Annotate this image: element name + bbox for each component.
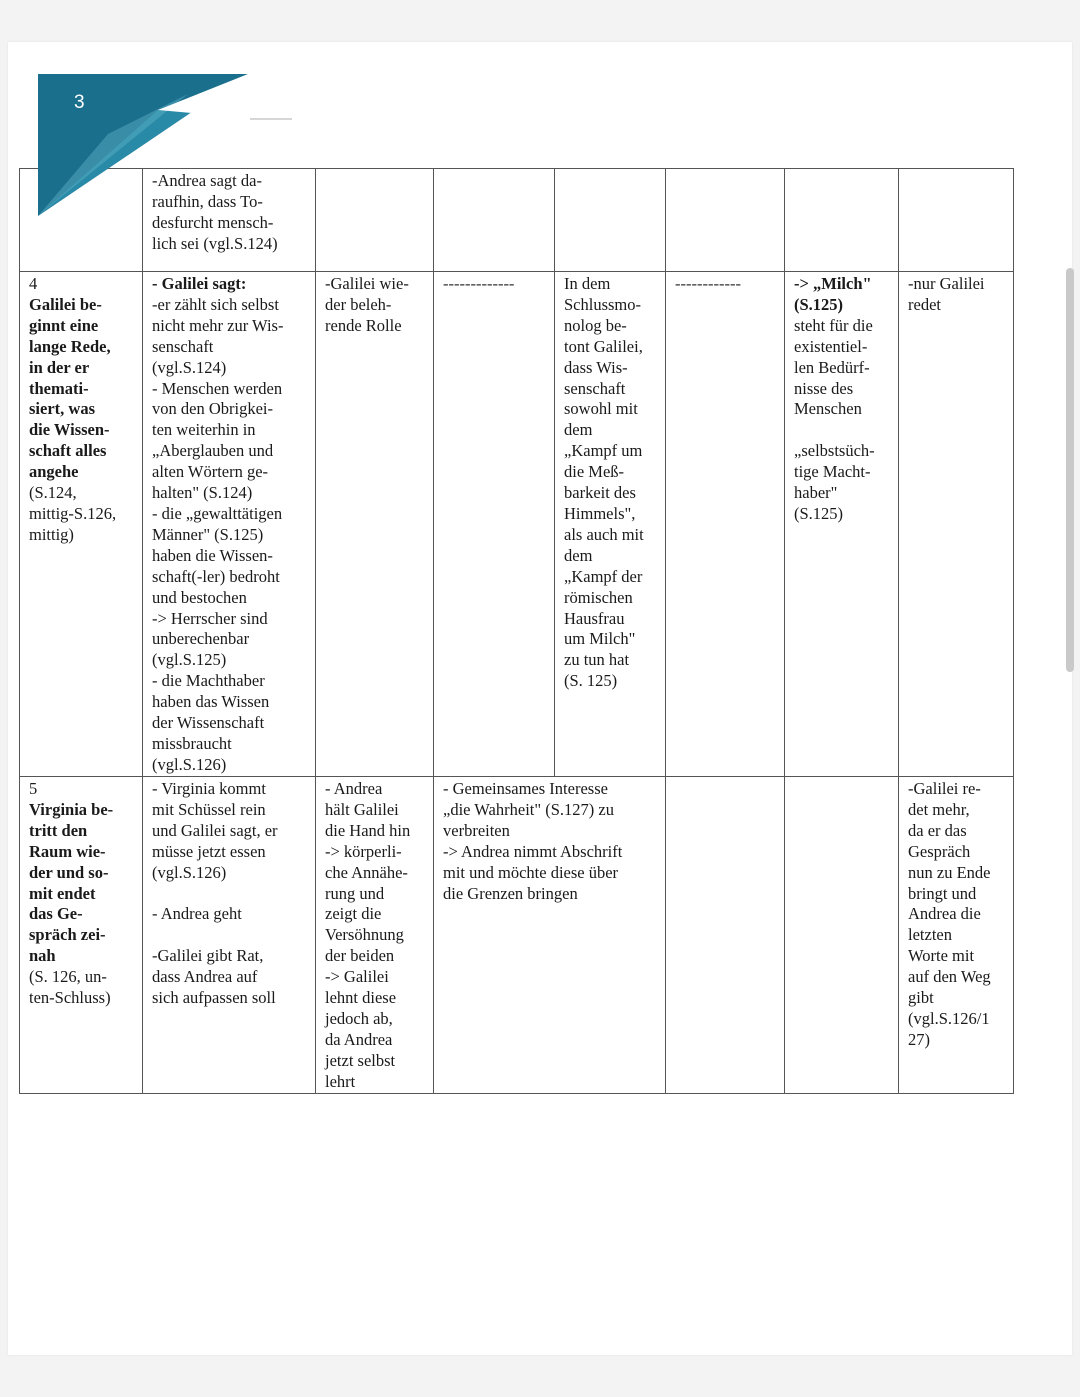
scene-reference: (S.124, mittig-S.126, mittig) [29,483,117,544]
table-cell-role [316,169,434,272]
cell-heading: -> „Milch" (S.125) [794,274,872,314]
cell-heading: - Galilei sagt: [152,274,247,293]
header-line [250,118,292,120]
table-cell [899,169,1014,272]
table-cell-merged: - Gemeinsames Interesse „die Wahrheit" (S.127) zu verbreiten -> Andrea nimmt Abschrift mit und möchte diese über die Grenzen bringen [434,777,666,1094]
table-row [20,272,1014,777]
table-cell-empty-marker: ------------ [666,272,785,777]
table-cell-symbol [785,272,899,777]
table-cell-scene [20,777,143,1094]
table-cell-role: - Andrea hält Galilei die Hand hin -> körperli- che Annähe- rung und zeigt die Versöhnung der beiden -> Galilei lehnt diese jedoch ab, da Andrea jetzt selbst lehrt [316,777,434,1094]
table-row [20,777,1014,1094]
table-cell [434,169,555,272]
analysis-table [19,168,1014,1094]
cell-text: steht für die existentiel- len Bedürf- nisse des Menschen „selbstsüch- tige Macht- haber" (S.125) [794,315,875,523]
table-cell [555,169,666,272]
cell-text: -er zählt sich selbst nicht mehr zur Wis- senschaft (vgl.S.124) - Menschen werden von den Obrigkei- ten weiterhin in „Aberglauben und alten Wörtern ge- halten" (S.124) - die „gewalttätigen Männer" (S.125) haben die Wissen- schaft(-ler) bedroht und bestochen -> Herrscher sind unberechenbar (vgl.S.125) - die Machthaber haben das Wissen der Wissenschaft missbraucht (vgl.S.126) [152,294,284,774]
scene-number: 4 [29,274,38,293]
table-cell-content: -Andrea sagt da- raufhin, dass To- desfurcht mensch- lich sei (vgl.S.124) [143,169,316,272]
corner-decoration [38,74,248,216]
table-cell [666,169,785,272]
scene-title: Virginia be- tritt den Raum wie- der und so- mit endet das Ge- spräch zei- nah [29,799,114,966]
scrollbar-thumb[interactable] [1066,268,1074,672]
table-cell-empty-marker: ------------- [434,272,555,777]
table-cell-content [143,272,316,777]
table-cell-speech: -nur Galilei redet [899,272,1014,777]
table-cell-scene [20,272,143,777]
table-cell-content: - Virginia kommt mit Schüssel rein und Galilei sagt, er müsse jetzt essen (vgl.S.126) - Andrea geht -Galilei gibt Rat, dass Andrea auf sich aufpassen soll [143,777,316,1094]
table-cell-monologue: In dem Schlussmo- nolog be- tont Galilei, dass Wis- senschaft sowohl mit dem „Kampf um die Meß- barkeit des Himmels", als auch mit dem „Kampf der römischen Hausfrau um Milch" zu tun hat (S. 125) [555,272,666,777]
table-cell-role: -Galilei wie- der beleh- rende Rolle [316,272,434,777]
table-cell [785,777,899,1094]
table-cell-speech: -Galilei re- det mehr, da er das Gespräch nun zu Ende bringt und Andrea die letzten Worte mit auf den Weg gibt (vgl.S.126/1 27) [899,777,1014,1094]
scene-title: Galilei be- ginnt eine lange Rede, in der er themati- siert, was die Wissen- schaft alles angehe [29,294,111,482]
table-cell [785,169,899,272]
scene-number: 5 [29,779,38,798]
table-cell [666,777,785,1094]
page-number: 3 [74,92,85,113]
scene-reference: (S. 126, un- ten-Schluss) [29,967,111,1008]
